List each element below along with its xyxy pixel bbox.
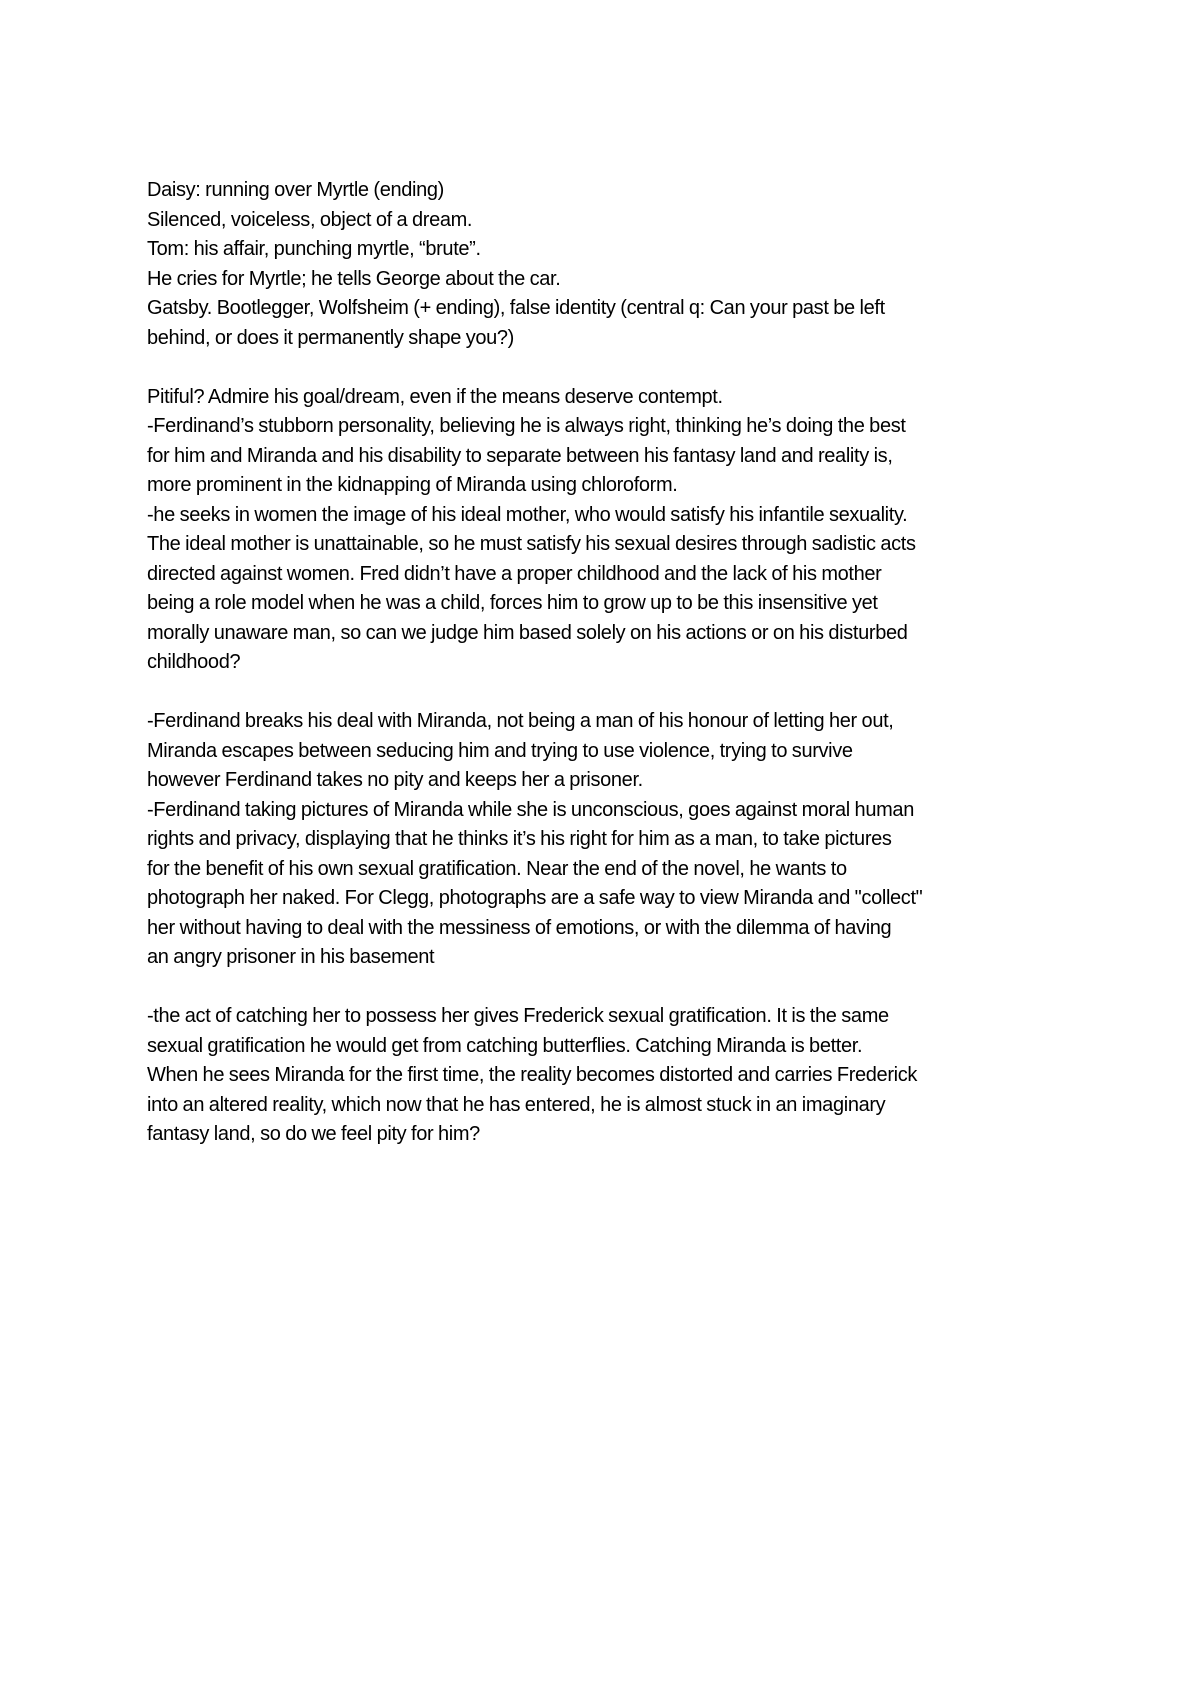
text-line: Pitiful? Admire his goal/dream, even if the means deserve contempt. [147,385,723,408]
text-line: Daisy: running over Myrtle (ending) [147,179,444,201]
text-line: Silenced, voiceless, object of a dream. [147,208,473,231]
paragraph-gatsby-notes [147,176,1077,353]
text-line: an angry prisoner in his basement [147,946,435,968]
text-line: morally unaware man, so can we judge him based solely on his actions or on his disturbed [147,621,908,644]
text-line: behind, or does it permanently shape you?) [147,326,514,349]
text-line: fantasy land, so do we feel pity for him? [147,1123,480,1145]
text-line: The ideal mother is unattainable, so he must satisfy his sexual desires through sadistic acts [147,533,916,555]
text-line: Tom: his affair, punching myrtle, “brute”. [147,238,481,260]
text-line: -Ferdinand’s stubborn personality, believing he is always right, thinking he’s doing the best [147,415,906,437]
text-line: into an altered reality, which now that he has entered, he is almost stuck in an imaginary [147,1093,886,1116]
text-line: He cries for Myrtle; he tells George about the car. [147,267,561,290]
text-line: Gatsby. Bootlegger, Wolfsheim (+ ending), false identity (central q: Can your past be left [147,297,885,319]
text-line: childhood? [147,651,241,673]
document-body [147,176,1077,1150]
paragraph-ferdinand-personality [147,383,1077,678]
text-line: her without having to deal with the messiness of emotions, or with the dilemma of having [147,916,892,939]
text-line: -he seeks in women the image of his ideal mother, who would satisfy his infantile sexuality. [147,503,908,526]
paragraph-spacer [147,678,1077,708]
text-line: -Ferdinand taking pictures of Miranda while she is unconscious, goes against moral human [147,798,914,821]
text-line: for him and Miranda and his disability to separate between his fantasy land and reality is, [147,444,893,467]
paragraph-spacer [147,973,1077,1003]
text-line: sexual gratification he would get from catching butterflies. Catching Miranda is better. [147,1034,863,1057]
text-line: rights and privacy, displaying that he thinks it’s his right for him as a man, to take pictures [147,828,892,850]
text-line: however Ferdinand takes no pity and keeps her a prisoner. [147,769,643,791]
text-line: being a role model when he was a child, forces him to grow up to be this insensitive yet [147,592,878,614]
text-line: for the benefit of his own sexual gratification. Near the end of the novel, he wants to [147,857,847,880]
text-line: Miranda escapes between seducing him and trying to use violence, trying to survive [147,739,853,762]
text-line: more prominent in the kidnapping of Miranda using chloroform. [147,474,678,496]
text-line: -Ferdinand breaks his deal with Miranda, not being a man of his honour of letting her out, [147,710,894,732]
paragraph-catching-miranda [147,1002,1077,1150]
text-line: When he sees Miranda for the first time, the reality becomes distorted and carries Frederick [147,1064,918,1086]
text-line: directed against women. Fred didn’t have a proper childhood and the lack of his mother [147,562,882,585]
paragraph-ferdinand-deal [147,707,1077,973]
paragraph-spacer [147,353,1077,383]
text-line: photograph her naked. For Clegg, photographs are a safe way to view Miranda and "collect" [147,887,923,909]
text-line: -the act of catching her to possess her gives Frederick sexual gratification. It is the same [147,1005,889,1027]
